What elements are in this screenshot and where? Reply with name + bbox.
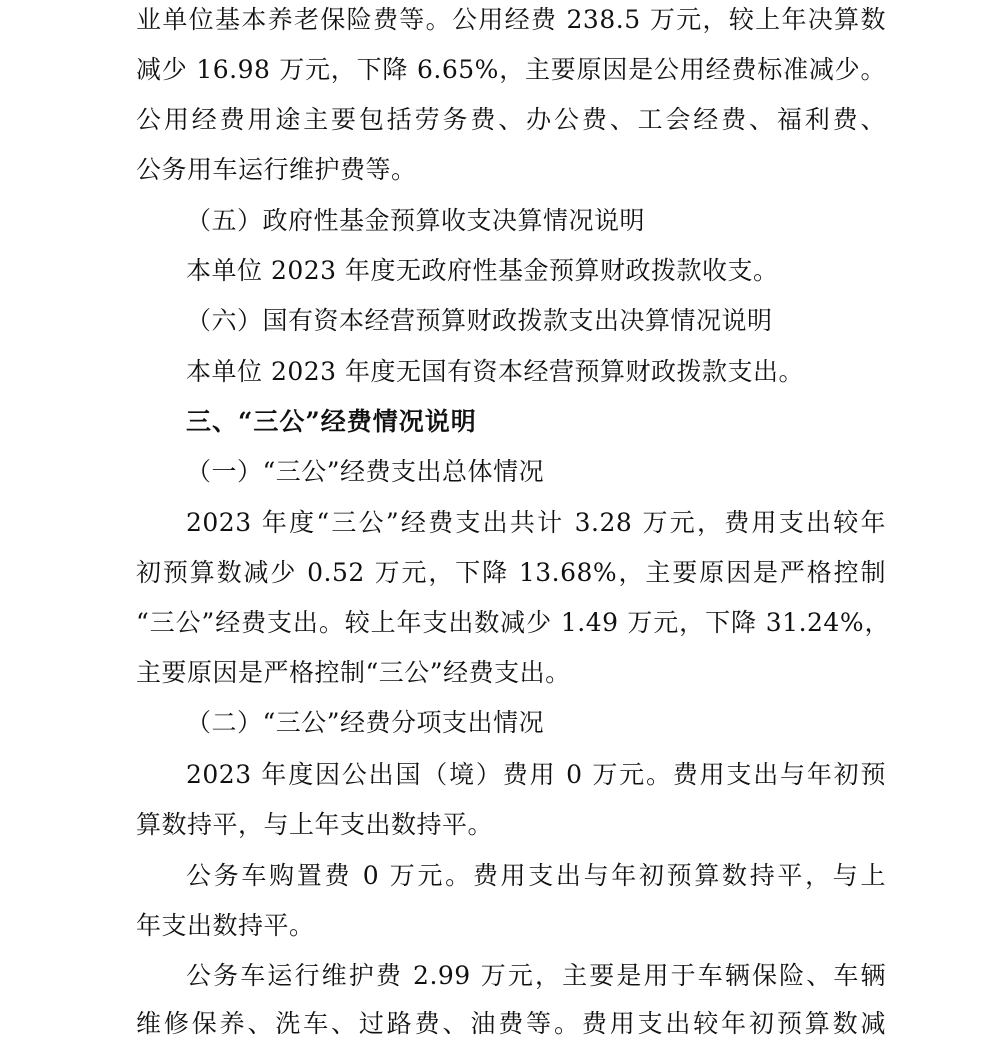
- section-heading: （二）“三公”经费分项支出情况: [186, 708, 545, 737]
- paragraph-line: 本单位 2023 年度无政府性基金预算财政拨款收支。: [186, 256, 779, 285]
- paragraph-line: 2023 年度“三公”经费支出共计 3.28 万元，费用支出较年: [186, 508, 886, 537]
- paragraph-line: 公务用车运行维护费等。: [136, 155, 417, 184]
- paragraph-line: “三公”经费支出。较上年支出数减少 1.49 万元，下降 31.24%，: [136, 608, 890, 637]
- paragraph-line: 业单位基本养老保险费等。公用经费 238.5 万元，较上年决算数: [136, 5, 886, 34]
- paragraph-line: 维修保养、洗车、过路费、油费等。费用支出较年初预算数减: [136, 1009, 886, 1038]
- chapter-heading: 三、“三公”经费情况说明: [186, 407, 477, 436]
- paragraph-line: 年支出数持平。: [136, 911, 315, 940]
- paragraph-line: 本单位 2023 年度无国有资本经营预算财政拨款支出。: [186, 357, 805, 386]
- paragraph-line: 2023 年度因公出国（境）费用 0 万元。费用支出与年初预: [186, 760, 886, 789]
- paragraph-line: 主要原因是严格控制“三公”经费支出。: [136, 658, 571, 687]
- paragraph-line: 公用经费用途主要包括劳务费、办公费、工会经费、福利费、: [136, 105, 886, 134]
- paragraph-line: 减少 16.98 万元，下降 6.65%，主要原因是公用经费标准减少。: [136, 55, 886, 84]
- section-heading: （一）“三公”经费支出总体情况: [186, 457, 545, 486]
- paragraph-line: 公务车购置费 0 万元。费用支出与年初预算数持平，与上: [186, 861, 886, 890]
- paragraph-line: 算数持平，与上年支出数持平。: [136, 810, 494, 839]
- section-heading: （五）政府性基金预算收支决算情况说明: [186, 206, 646, 235]
- section-heading: （六）国有资本经营预算财政拨款支出决算情况说明: [186, 306, 773, 335]
- paragraph-line: 初预算数减少 0.52 万元，下降 13.68%，主要原因是严格控制: [136, 558, 886, 587]
- paragraph-line: 公务车运行维护费 2.99 万元，主要是用于车辆保险、车辆: [186, 961, 886, 990]
